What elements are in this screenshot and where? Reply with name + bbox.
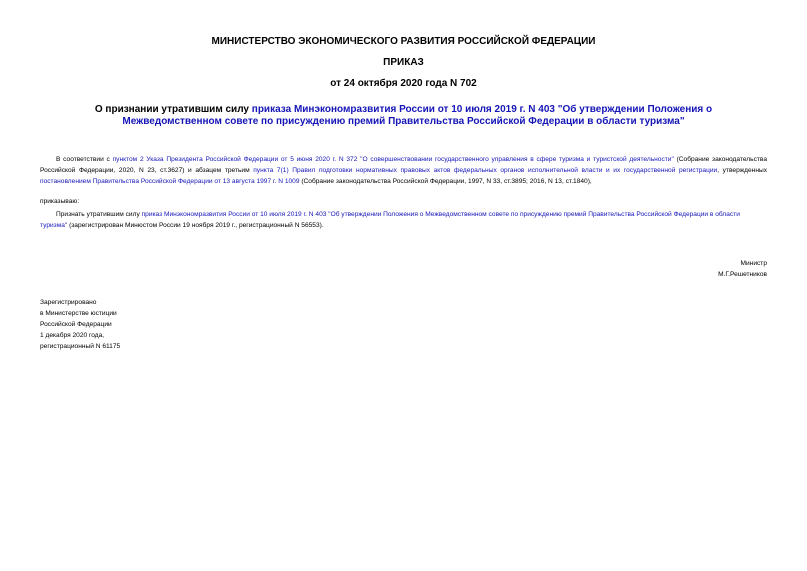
paragraph-text: В соответствии с [56, 156, 113, 163]
paragraph-order [40, 209, 767, 231]
registration-line: регистрационный N 61175 [40, 343, 121, 350]
document-link[interactable]: приказ Минэкономразвития России от 10 июля 2019 г. N 403 "Об утверждении Положения о Межведомственном совете по присуждению премий Правительства Российской Федерации в области туризма" [40, 211, 740, 229]
document-link[interactable]: пунктом 2 Указа Президента Российской Федерации от 5 июня 2020 г. N 372 "О совершенствовании государственного управления в сфере туризма и туристской деятельности" [112, 156, 674, 163]
document-date: от 24 октября 2020 года N 702 [330, 78, 477, 89]
registration-line: Зарегистрировано [40, 299, 97, 306]
paragraph-text: , утвержденных [717, 167, 767, 174]
ministry-heading: МИНИСТЕРСТВО ЭКОНОМИЧЕСКОГО РАЗВИТИЯ РОССИЙСКОЙ ФЕДЕРАЦИИ [211, 36, 596, 47]
signature-block [718, 258, 767, 280]
signature-name: М.Г.Решетников [718, 271, 767, 278]
document-link[interactable]: постановлением Правительства Российской Федерации от 13 августа 1997 г. N 1009 [40, 178, 300, 185]
paragraph-text: (Собрание законодательства Российской Федерации, 2020, N 23, ст.3627) и абзацем третьим [40, 156, 767, 174]
document-title [60, 104, 747, 128]
title-link[interactable]: приказа Минэкономразвития России от 10 июля 2019 г. N 403 "Об утверждении Положения о Межведомственном совете по присуждению премий Правительства Российской Федерации в области туризма" [122, 104, 713, 127]
title-prefix: О признании утратившим силу [94, 104, 252, 115]
paragraph-text: (зарегистрирован Минюстом России 19 ноября 2019 г., регистрационный N 56553). [67, 222, 324, 229]
registration-block [40, 297, 120, 352]
paragraph-basis [40, 154, 767, 187]
order-word: приказываю: [40, 198, 80, 205]
signature-position: Министр [740, 260, 767, 267]
paragraph-text: (Собрание законодательства Российской Федерации, 1997, N 33, ст.3895; 2016, N 13, ст.1840), [299, 178, 592, 185]
registration-line: Российской Федерации [40, 321, 112, 328]
registration-line: 1 декабря 2020 года, [40, 332, 105, 339]
document-link[interactable]: пункта 7(1) Правил подготовки нормативных правовых актов федеральных органов исполнительной власти и их государственной регистрации [253, 167, 718, 174]
registration-line: в Министерстве юстиции [40, 310, 117, 317]
document-type: ПРИКАЗ [383, 57, 424, 68]
paragraph-text: Признать утратившим силу [56, 211, 142, 218]
